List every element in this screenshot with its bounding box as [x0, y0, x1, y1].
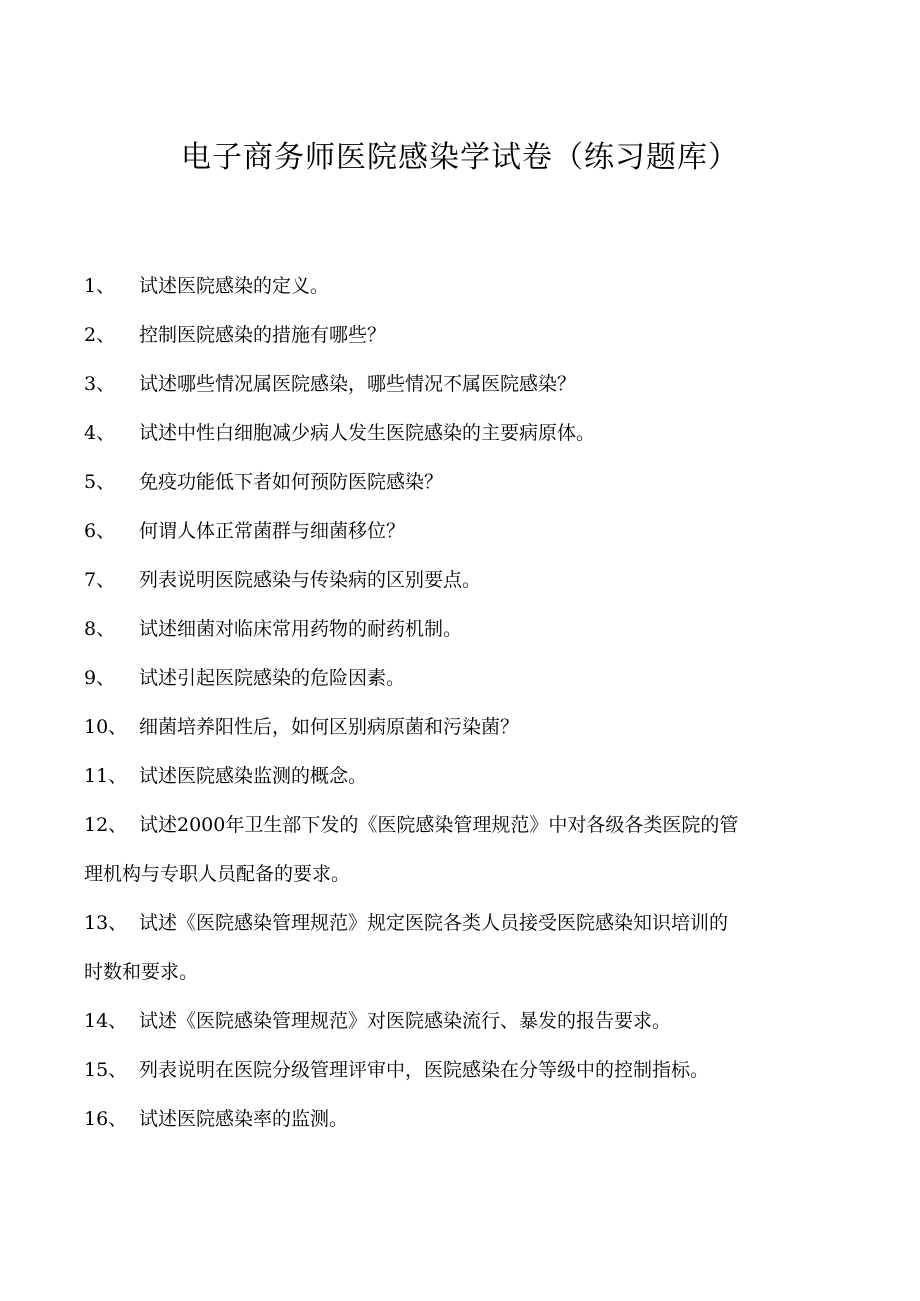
question-number: 10、 — [84, 716, 128, 738]
question-text: 列表说明在医院分级管理评审中，医院感染在分等级中的控制指标。 — [139, 1059, 710, 1081]
question-text: 细菌培养阳性后，如何区别病原菌和污染菌？ — [139, 716, 520, 738]
question-item — [84, 605, 834, 654]
question-item — [84, 360, 834, 409]
question-text: 试述细菌对临床常用药物的耐药机制。 — [139, 618, 463, 640]
question-text: 试述《医院感染管理规范》对医院感染流行、暴发的报告要求。 — [139, 1010, 672, 1032]
question-number: 7、 — [84, 569, 116, 591]
question-item — [84, 262, 834, 311]
question-text: 试述医院感染的定义。 — [139, 275, 330, 297]
question-number: 2、 — [84, 324, 116, 346]
question-item — [84, 899, 834, 997]
question-text-continued: 时数和要求。 — [84, 961, 199, 983]
question-text: 试述《医院感染管理规范》规定医院各类人员接受医院感染知识培训的 — [139, 912, 729, 934]
question-item — [84, 507, 834, 556]
question-text: 列表说明医院感染与传染病的区别要点。 — [139, 569, 482, 591]
question-number: 9、 — [84, 667, 116, 689]
question-text: 试述哪些情况属医院感染，哪些情况不属医院感染？ — [139, 373, 577, 395]
question-text: 控制医院感染的措施有哪些？ — [139, 324, 387, 346]
question-number: 13、 — [84, 912, 128, 934]
question-number: 1、 — [84, 275, 116, 297]
question-item — [84, 703, 834, 752]
question-item — [84, 1095, 834, 1144]
question-item — [84, 801, 834, 899]
question-item — [84, 409, 834, 458]
question-number: 8、 — [84, 618, 116, 640]
question-text: 免疫功能低下者如何预防医院感染？ — [139, 471, 444, 493]
question-number: 6、 — [84, 520, 116, 542]
question-number: 3、 — [84, 373, 116, 395]
question-text: 何谓人体正常菌群与细菌移位？ — [139, 520, 406, 542]
question-item — [84, 997, 834, 1046]
question-number: 15、 — [84, 1059, 128, 1081]
question-number: 5、 — [84, 471, 116, 493]
question-item — [84, 1046, 834, 1095]
question-text: 试述医院感染监测的概念。 — [139, 765, 368, 787]
question-text: 试述2000年卫生部下发的《医院感染管理规范》中对各级各类医院的管 — [139, 814, 739, 836]
question-text-continued: 理机构与专职人员配备的要求。 — [84, 863, 351, 885]
question-list — [84, 262, 834, 1144]
question-number: 11、 — [84, 765, 128, 787]
question-item — [84, 311, 834, 360]
question-text: 试述引起医院感染的危险因素。 — [139, 667, 406, 689]
question-number: 14、 — [84, 1010, 128, 1032]
question-item — [84, 458, 834, 507]
question-number: 16、 — [84, 1108, 128, 1130]
question-text: 试述医院感染率的监测。 — [139, 1108, 349, 1130]
page-title: 电子商务师医院感染学试卷（练习题库） — [181, 140, 739, 175]
question-item — [84, 654, 834, 703]
question-item — [84, 556, 834, 605]
question-item — [84, 752, 834, 801]
question-number: 4、 — [84, 422, 116, 444]
question-text: 试述中性白细胞减少病人发生医院感染的主要病原体。 — [139, 422, 596, 444]
question-number: 12、 — [84, 814, 128, 836]
